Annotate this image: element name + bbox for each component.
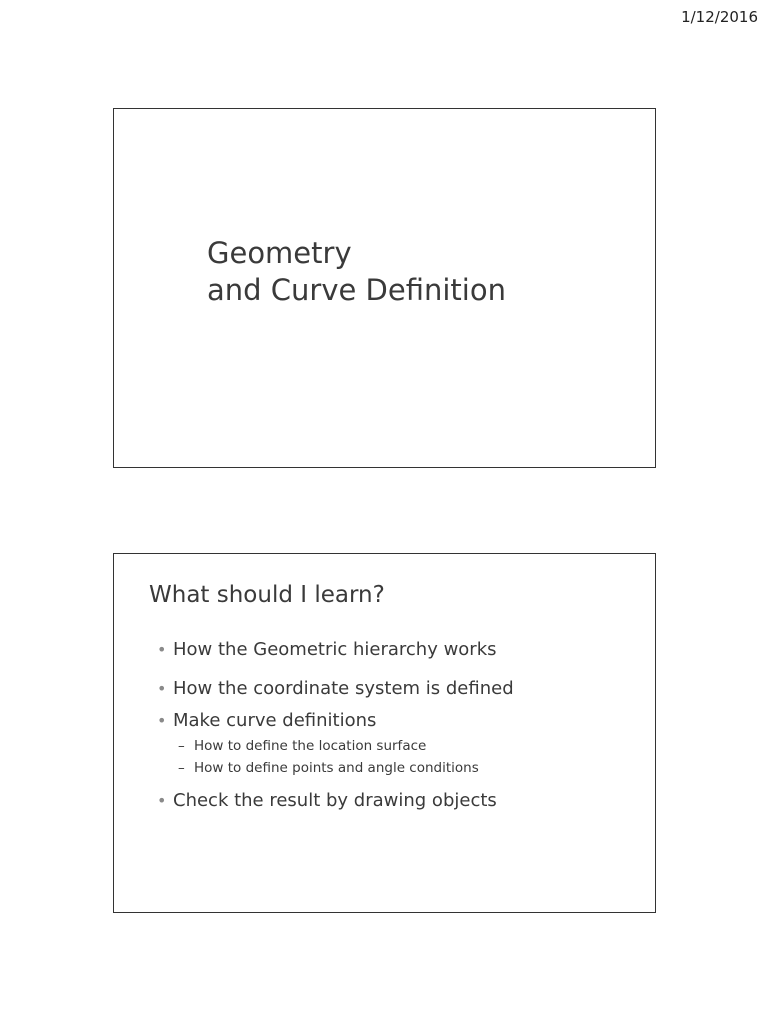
page-date: 1/12/2016 (681, 8, 758, 26)
bullet-item (157, 639, 497, 660)
title-line-1: Geometry (207, 236, 352, 270)
bullet-dot: • (157, 679, 167, 698)
bullet-item (157, 790, 497, 811)
title-line-2: and Curve Definition (207, 273, 506, 307)
slide-title (113, 108, 656, 468)
bullet-dot: • (157, 711, 167, 730)
sub-bullet-item (178, 738, 426, 754)
bullet-dot: • (157, 791, 167, 810)
bullet-text: How the Geometric hierarchy works (173, 639, 497, 660)
bullet-text: How the coordinate system is defined (173, 678, 514, 699)
bullet-dot: • (157, 640, 167, 659)
bullet-item (157, 678, 514, 699)
sub-bullet-item (178, 760, 479, 776)
bullet-text: Check the result by drawing objects (173, 790, 497, 811)
sub-bullet-dash: – (178, 738, 185, 754)
bullet-item (157, 710, 376, 731)
slide-title-text (207, 235, 506, 309)
bullet-text: Make curve definitions (173, 710, 377, 731)
slide-heading: What should I learn? (149, 582, 385, 608)
sub-bullet-text: How to define the location surface (194, 738, 427, 754)
slide-learning-goals (113, 553, 656, 913)
sub-bullet-dash: – (178, 760, 185, 776)
sub-bullet-text: How to define points and angle conditions (194, 760, 479, 776)
